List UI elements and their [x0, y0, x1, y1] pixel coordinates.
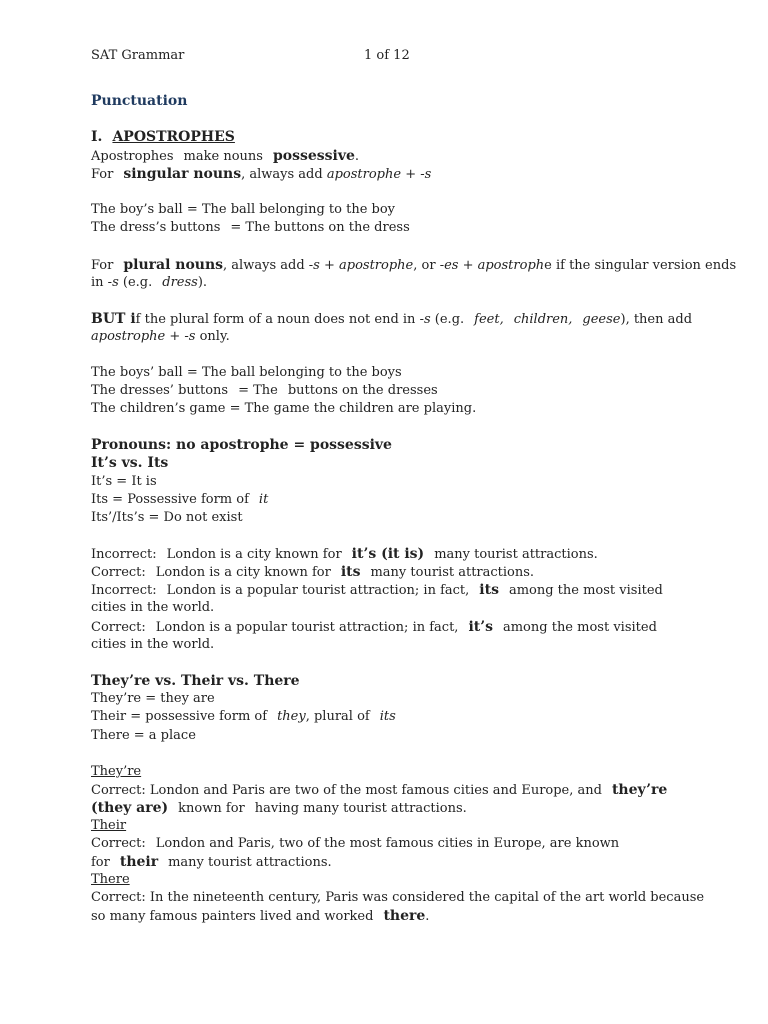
text-line: There = a place [91, 728, 196, 743]
italic-text: -s [107, 275, 119, 290]
text: ), then add [620, 312, 693, 327]
text: London is a popular tourist attraction; in fact, [166, 583, 470, 598]
page-number: 1 of 12 [364, 48, 410, 63]
text: London is a city known for [166, 547, 342, 562]
text: Apostrophes [91, 149, 174, 164]
text-line [91, 581, 663, 600]
text: (e.g. [122, 275, 153, 290]
text: make nouns [183, 149, 263, 164]
text-line: cities in the world. [91, 600, 215, 615]
text: for [91, 855, 110, 870]
section-heading: Pronouns: no apostrophe = possessive [91, 437, 392, 453]
emphasis: singular nouns [123, 166, 242, 182]
text: , plural of [305, 709, 370, 724]
subheading: There [91, 872, 130, 887]
text: among the most visited [502, 620, 657, 635]
subsection-title: APOSTROPHES [112, 129, 235, 145]
text-line [91, 274, 207, 292]
text-line [91, 491, 268, 509]
text: ). [197, 275, 208, 290]
italic-text: -es + apostroph [439, 258, 545, 273]
text: known for [178, 801, 245, 816]
text: = The [238, 383, 278, 398]
subsection-heading [91, 128, 235, 146]
text: Its = Possessive form of [91, 492, 249, 507]
text: having many tourist attractions. [254, 801, 467, 816]
text: For [91, 167, 114, 182]
italic-text: dress [162, 275, 198, 290]
italic-text: its [379, 709, 396, 724]
text: , always add [241, 167, 323, 182]
text: in [91, 275, 104, 290]
text: Correct: [91, 836, 146, 851]
text-line [91, 219, 410, 237]
italic-text: it [258, 492, 269, 507]
section-title: Punctuation [91, 93, 188, 109]
text: many tourist attractions. [434, 547, 598, 562]
text: (e.g. [434, 312, 465, 327]
text: among the most visited [508, 583, 663, 598]
italic-text: -s + apostrophe [308, 258, 414, 273]
text: Correct: [91, 565, 146, 580]
text-line: cities in the world. [91, 637, 215, 652]
emphasis: plural nouns [123, 257, 224, 273]
emphasis: their [119, 854, 159, 870]
text-line [91, 563, 534, 582]
text: = The buttons on the dress [230, 220, 410, 235]
text: many tourist attractions. [168, 855, 332, 870]
emphasis: its [479, 582, 499, 598]
text-line [91, 618, 657, 637]
emphasis: possessive [272, 148, 355, 164]
text-line [91, 799, 467, 818]
text-line [91, 907, 429, 926]
text: London is a popular tourist attraction; in fact, [155, 620, 459, 635]
text: London is a city known for [155, 565, 331, 580]
italic-text: they [277, 709, 306, 724]
text-line [91, 708, 396, 726]
text-line [91, 545, 598, 564]
text: only. [199, 329, 230, 344]
text: Their = possessive form of [91, 709, 268, 724]
section-heading: It’s vs. Its [91, 455, 169, 471]
italic-text: feet, [474, 312, 504, 327]
section-heading: They’re vs. Their vs. There [91, 673, 300, 689]
text: f the plural form of a noun does not end in [135, 312, 416, 327]
text-line [91, 165, 431, 184]
text: London and Paris, two of the most famous cities in Europe, are known [155, 836, 620, 851]
subsection-numeral: I. [91, 129, 103, 145]
text-line: It’s = It is [91, 474, 157, 489]
text-line [91, 328, 230, 346]
text: The dresses’ buttons [91, 383, 229, 398]
text-line: The boys’ ball = The ball belonging to the boys [91, 365, 402, 380]
emphasis: it’s [468, 619, 493, 635]
italic-text: children, [513, 312, 573, 327]
text-line [91, 256, 736, 275]
emphasis: it’s (it is) [351, 546, 425, 562]
text-line [91, 853, 332, 872]
text: Correct: [91, 620, 146, 635]
emphasis: BUT i [91, 311, 136, 327]
text-line: The children’s game = The game the children are playing. [91, 401, 477, 416]
text-line: The boy’s ball = The ball belonging to the boy [91, 202, 396, 217]
text: Incorrect: [91, 547, 157, 562]
text: For [91, 258, 114, 273]
text-line [91, 382, 438, 400]
italic-text: geese [582, 312, 621, 327]
italic-text: apostrophe + -s [326, 167, 432, 182]
text: Correct: London and Paris are two of the most famous cities and Europe, and [91, 783, 602, 798]
text: e if the singular version ends [544, 258, 737, 273]
text: many tourist attractions. [370, 565, 535, 580]
subheading: Their [91, 818, 127, 833]
text-line [91, 310, 692, 329]
header-title: SAT Grammar [91, 48, 185, 63]
text-line [91, 835, 619, 853]
text: , always add [223, 258, 305, 273]
emphasis: its [340, 564, 361, 580]
text-line: Its’/Its’s = Do not exist [91, 510, 243, 525]
text: so many famous painters lived and worked [91, 909, 374, 924]
text-line [91, 781, 667, 800]
italic-text: -s [419, 312, 431, 327]
emphasis: (they are) [91, 800, 169, 816]
text: . [354, 149, 360, 164]
italic-text: apostrophe + -s [91, 329, 196, 344]
emphasis: they’re [611, 782, 668, 798]
text: buttons on the dresses [287, 383, 438, 398]
text: The dress’s buttons [91, 220, 221, 235]
text-line: They’re = they are [91, 691, 215, 706]
text-line: Correct: In the nineteenth century, Paris was considered the capital of the art world because [91, 890, 705, 905]
subheading: They’re [91, 764, 142, 779]
text-line [91, 147, 359, 166]
emphasis: there [383, 908, 426, 924]
text: , or [413, 258, 436, 273]
text: Incorrect: [91, 583, 157, 598]
text: . [425, 909, 430, 924]
